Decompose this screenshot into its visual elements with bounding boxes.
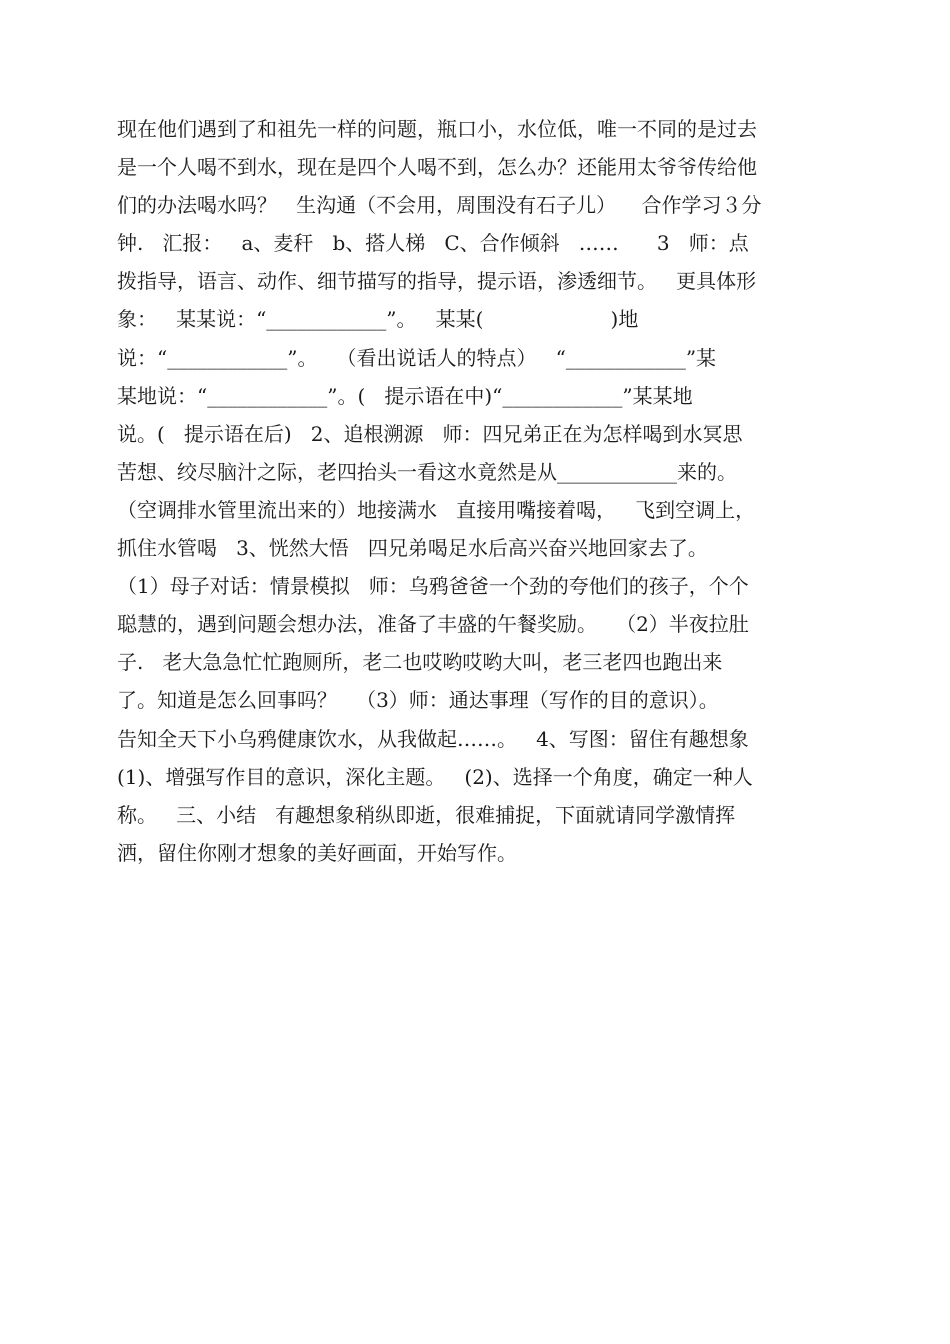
text-line-6: 象： 某某说：“____________”。 某某( )地	[117, 307, 639, 332]
text-line-16: 了。知道是怎么回事吗？ （3）师：通达事理（写作的目的意识）。	[117, 688, 719, 713]
text-line-12: 抓住水管喝 3、恍然大悟 四兄弟喝足水后高兴奋兴地回家去了。	[117, 536, 708, 561]
text-line-5: 拨指导，语言、动作、细节描写的指导，提示语，渗透细节。 更具体形	[117, 269, 757, 294]
text-line-18: (1)、增强写作目的意识，深化主题。 (2)、选择一个角度，确定一种人	[117, 764, 753, 789]
text-line-1: 现在他们遇到了和祖先一样的问题，瓶口小，水位低，唯一不同的是过去	[117, 117, 757, 141]
text-line-15: 子. 老大急急忙忙跑厕所，老二也哎哟哎哟大叫，老三老四也跑出来	[117, 650, 723, 675]
text-line-19: 称。 三、小结 有趣想象稍纵即逝，很难捕捉，下面就请同学激情挥	[117, 802, 736, 827]
text-line-7: 说：“____________”。 （看出说话人的特点） “____________”某	[117, 345, 717, 370]
text-line-20: 洒，留住你刚才想象的美好画面，开始写作。	[117, 840, 517, 865]
text-line-13: （1）母子对话：情景模拟 师：乌鸦爸爸一个劲的夸他们的孩子，个个	[117, 574, 749, 599]
text-line-10: 苦想、绞尽脑汁之际，老四抬头一看这水竟然是从____________来的。	[117, 459, 737, 484]
text-line-17: 告知全天下小乌鸦健康饮水，从我做起……。 4、写图：留住有趣想象	[117, 726, 749, 751]
text-line-4: 钟. 汇报： a、麦秆 b、搭人梯 C、合作倾斜 …… 3 师：点	[117, 231, 749, 256]
text-line-8: 某地说：“____________”。( 提示语在中)“____________”某某地	[117, 383, 693, 408]
text-line-14: 聪慧的，遇到问题会想办法，准备了丰盛的午餐奖励。 （2）半夜拉肚	[117, 612, 749, 637]
text-line-11: （空调排水管里流出来的）地接满水 直接用嘴接着喝， 飞到空调上，	[117, 497, 756, 522]
text-line-3: 们的办法喝水吗？ 生沟通（不会用，周围没有石子儿） 合作学习３分	[117, 193, 762, 218]
text-line-2: 是一个人喝不到水，现在是四个人喝不到，怎么办？还能用太爷爷传给他	[117, 155, 757, 180]
text-line-9: 说。( 提示语在后) 2、追根溯源 师：四兄弟正在为怎样喝到水冥思	[117, 421, 743, 446]
body-text	[117, 110, 837, 872]
